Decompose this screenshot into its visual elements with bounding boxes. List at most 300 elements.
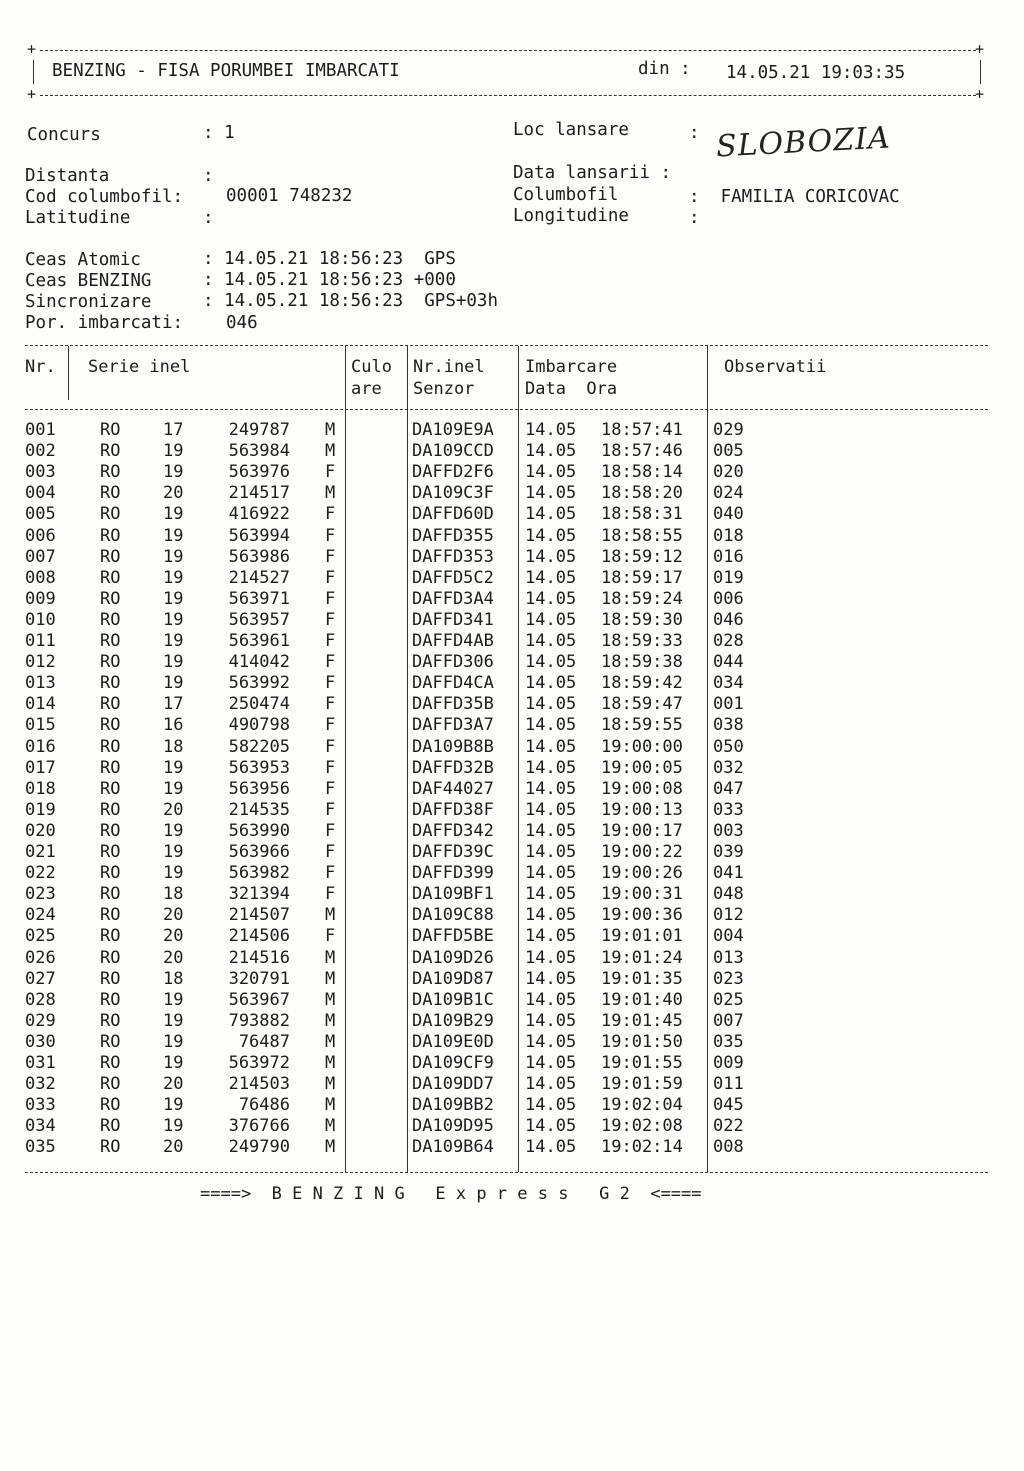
cell-year: 17	[163, 694, 184, 715]
cell-country: RO	[100, 799, 121, 820]
cell-ring: 414042	[228, 652, 290, 673]
cell-sensor: DAFFD399	[412, 863, 494, 884]
cell-country: RO	[100, 736, 121, 757]
cell-time: 19:00:08	[601, 778, 683, 799]
cell-ring: 563966	[228, 842, 290, 862]
table-row	[0, 526, 1024, 547]
cell-country: RO	[100, 778, 121, 799]
cell-nr: 008	[25, 567, 56, 588]
cell-observatii: 018	[713, 525, 744, 546]
cell-sensor: DA109BB2	[412, 1095, 494, 1116]
cell-date: 14.05	[525, 504, 577, 525]
table-row	[0, 462, 1024, 483]
cell-sex: M	[325, 1031, 336, 1052]
header-culoare-2: are	[351, 379, 382, 399]
cell-year: 20	[163, 1137, 184, 1158]
cell-year: 16	[163, 715, 184, 736]
cell-time: 19:02:08	[601, 1116, 683, 1137]
cell-sex: M	[325, 483, 336, 504]
cell-ring: 214517	[228, 483, 290, 504]
cell-time: 19:00:36	[601, 905, 683, 926]
cell-sex: F	[325, 926, 336, 947]
cell-observatii: 016	[713, 546, 744, 567]
cell-sensor: DA109BF1	[412, 884, 494, 905]
table-row	[0, 1074, 1024, 1095]
table-row	[0, 715, 1024, 736]
cell-year: 19	[163, 673, 184, 694]
cell-sensor: DA109D95	[412, 1116, 494, 1137]
table-row	[0, 842, 1024, 863]
cell-year: 19	[163, 778, 184, 799]
table-row	[0, 483, 1024, 504]
table-row	[0, 610, 1024, 631]
cell-country: RO	[100, 567, 121, 588]
cell-date: 14.05	[525, 715, 577, 736]
cell-year: 20	[163, 799, 184, 820]
cell-ring: 563986	[228, 546, 290, 567]
cell-observatii: 009	[713, 1053, 744, 1073]
cell-nr: 014	[25, 694, 56, 715]
cell-date: 14.05	[525, 631, 577, 651]
cell-observatii: 040	[713, 504, 744, 525]
cell-year: 17	[163, 420, 184, 440]
cell-nr: 004	[25, 483, 56, 504]
table-row	[0, 1011, 1024, 1032]
cell-sex: M	[325, 1074, 336, 1095]
table-row	[0, 420, 1024, 441]
table-row	[0, 863, 1024, 884]
cell-sensor: DA109B29	[412, 1010, 494, 1031]
cell-sex: F	[325, 504, 336, 525]
cell-nr: 020	[25, 820, 56, 841]
cell-nr: 026	[25, 947, 56, 968]
cell-country: RO	[100, 1137, 121, 1158]
cell-observatii: 025	[713, 989, 744, 1010]
col-sep-nr	[68, 346, 69, 400]
cell-ring: 320791	[228, 968, 290, 989]
cell-date: 14.05	[525, 588, 577, 609]
cell-date: 14.05	[525, 736, 577, 757]
table-row	[0, 441, 1024, 462]
cell-ring: 76487	[238, 1031, 290, 1052]
cell-country: RO	[100, 1074, 121, 1095]
cell-country: RO	[100, 609, 121, 630]
cell-year: 19	[163, 1031, 184, 1052]
ceas-benzing-label: Ceas BENZING	[25, 271, 152, 291]
cell-sex: F	[325, 525, 336, 546]
cell-date: 14.05	[525, 462, 577, 483]
cell-nr: 029	[25, 1010, 56, 1031]
cell-date: 14.05	[525, 546, 577, 567]
cell-nr: 033	[25, 1095, 56, 1116]
cell-nr: 003	[25, 462, 56, 483]
header-nr: Nr.	[25, 357, 56, 377]
cell-nr: 007	[25, 546, 56, 567]
cell-observatii: 033	[713, 799, 744, 820]
cell-sex: F	[325, 652, 336, 673]
cell-country: RO	[100, 588, 121, 609]
cell-sensor: DA109E9A	[412, 420, 494, 440]
cell-ring: 563957	[228, 609, 290, 630]
cell-sensor: DAFFD5C2	[412, 567, 494, 588]
cell-sex: F	[325, 609, 336, 630]
cell-year: 20	[163, 905, 184, 926]
cell-observatii: 007	[713, 1010, 744, 1031]
cell-sex: M	[325, 905, 336, 926]
table-row	[0, 504, 1024, 525]
sincronizare-value: : 14.05.21 18:56:23 GPS+03h	[203, 291, 499, 311]
cell-date: 14.05	[525, 926, 577, 947]
cell-year: 19	[163, 652, 184, 673]
table-row	[0, 568, 1024, 589]
cell-nr: 009	[25, 588, 56, 609]
cell-sensor: DA109CCD	[412, 441, 494, 462]
distanta-label: Distanta	[25, 166, 110, 186]
title-box-corner-tl: +	[27, 40, 37, 58]
cell-time: 19:01:40	[601, 989, 683, 1010]
cell-sensor: DAF44027	[412, 778, 494, 799]
ceas-atomic-label: Ceas Atomic	[25, 250, 141, 270]
data-lansarii-label: Data lansarii :	[513, 163, 672, 183]
latitudine-sep: :	[203, 208, 214, 228]
cell-date: 14.05	[525, 1095, 577, 1116]
cell-nr: 022	[25, 863, 56, 884]
cell-sex: F	[325, 588, 336, 609]
cell-sex: M	[325, 989, 336, 1010]
cell-country: RO	[100, 673, 121, 694]
header-serie-inel: Serie inel	[88, 357, 191, 377]
cell-sensor: DA109E0D	[412, 1031, 494, 1052]
cell-sex: M	[325, 1116, 336, 1137]
footer-banner: ====> B E N Z I N G E x p r e s s G 2 <====	[200, 1184, 702, 1204]
table-row	[0, 990, 1024, 1011]
latitudine-label: Latitudine	[25, 208, 131, 228]
cell-country: RO	[100, 989, 121, 1010]
cell-country: RO	[100, 462, 121, 483]
title-box-right-border	[980, 60, 981, 84]
cell-time: 19:01:35	[601, 968, 683, 989]
cell-sex: M	[325, 1095, 336, 1116]
cell-observatii: 001	[713, 694, 744, 715]
cell-nr: 031	[25, 1053, 56, 1073]
cell-ring: 563976	[228, 462, 290, 483]
cell-sex: M	[325, 1053, 336, 1073]
cell-sex: M	[325, 441, 336, 462]
cell-ring: 582205	[228, 736, 290, 757]
document-title: BENZING - FISA PORUMBEI IMBARCATI	[52, 61, 400, 81]
table-row	[0, 1137, 1024, 1158]
table-row	[0, 758, 1024, 779]
header-senzor: Senzor	[413, 379, 475, 399]
cell-observatii: 023	[713, 968, 744, 989]
cell-sensor: DAFFD341	[412, 609, 494, 630]
cell-time: 18:59:42	[601, 673, 683, 694]
cell-time: 19:01:24	[601, 947, 683, 968]
cell-observatii: 035	[713, 1031, 744, 1052]
table-row	[0, 694, 1024, 715]
cell-country: RO	[100, 947, 121, 968]
cell-sensor: DAFFD60D	[412, 504, 494, 525]
cell-sensor: DA109C88	[412, 905, 494, 926]
cell-sex: F	[325, 567, 336, 588]
columbofil-label: Columbofil	[513, 185, 619, 205]
cell-sex: M	[325, 1010, 336, 1031]
cell-date: 14.05	[525, 842, 577, 862]
cell-sensor: DAFFD39C	[412, 842, 494, 862]
cell-ring: 490798	[228, 715, 290, 736]
cell-date: 14.05	[525, 525, 577, 546]
cell-ring: 563972	[228, 1053, 290, 1073]
cell-observatii: 029	[713, 420, 744, 440]
cell-year: 19	[163, 525, 184, 546]
cell-sensor: DA109C3F	[412, 483, 494, 504]
cell-year: 19	[163, 441, 184, 462]
longitudine-sep: :	[689, 208, 700, 228]
cell-observatii: 020	[713, 462, 744, 483]
cell-time: 18:59:47	[601, 694, 683, 715]
cell-nr: 015	[25, 715, 56, 736]
header-nr-inel: Nr.inel	[413, 357, 485, 377]
table-row	[0, 547, 1024, 568]
cell-sensor: DA109CF9	[412, 1053, 494, 1073]
cell-sensor: DAFFD3A4	[412, 588, 494, 609]
cell-country: RO	[100, 631, 121, 651]
cell-sex: F	[325, 778, 336, 799]
cell-time: 18:58:14	[601, 462, 683, 483]
por-imbarcati-label: Por. imbarcati:	[25, 313, 184, 333]
table-row	[0, 821, 1024, 842]
cell-nr: 012	[25, 652, 56, 673]
cell-date: 14.05	[525, 905, 577, 926]
cell-date: 14.05	[525, 1031, 577, 1052]
cell-sensor: DAFFD342	[412, 820, 494, 841]
cell-time: 18:59:33	[601, 631, 683, 651]
cell-date: 14.05	[525, 757, 577, 778]
cell-sensor: DA109B64	[412, 1137, 494, 1158]
cell-time: 19:00:31	[601, 884, 683, 905]
table-bottom-border	[25, 1172, 988, 1173]
cell-nr: 001	[25, 420, 56, 440]
cell-time: 18:57:41	[601, 420, 683, 440]
cell-date: 14.05	[525, 673, 577, 694]
loc-lansare-sep: :	[689, 123, 700, 143]
cell-observatii: 032	[713, 757, 744, 778]
cell-observatii: 047	[713, 778, 744, 799]
cell-sex: F	[325, 715, 336, 736]
cell-time: 18:58:20	[601, 483, 683, 504]
title-box-left-border	[33, 60, 34, 84]
cell-observatii: 013	[713, 947, 744, 968]
cell-country: RO	[100, 1010, 121, 1031]
header-observatii: Observatii	[724, 357, 827, 377]
cell-sex: F	[325, 820, 336, 841]
ceas-atomic-value: : 14.05.21 18:56:23 GPS	[203, 249, 456, 269]
cell-country: RO	[100, 652, 121, 673]
cell-year: 19	[163, 842, 184, 862]
cell-date: 14.05	[525, 778, 577, 799]
cell-date: 14.05	[525, 989, 577, 1010]
table-row	[0, 969, 1024, 990]
cell-observatii: 004	[713, 926, 744, 947]
cell-time: 18:58:55	[601, 525, 683, 546]
cell-date: 14.05	[525, 820, 577, 841]
cell-observatii: 019	[713, 567, 744, 588]
cell-date: 14.05	[525, 968, 577, 989]
cell-sensor: DAFFD32B	[412, 757, 494, 778]
loc-lansare-handwritten: SLOBOZIA	[715, 120, 892, 165]
cell-country: RO	[100, 441, 121, 462]
cell-sex: F	[325, 694, 336, 715]
cell-year: 19	[163, 567, 184, 588]
cell-nr: 010	[25, 609, 56, 630]
cell-ring: 563982	[228, 863, 290, 884]
cell-sex: M	[325, 968, 336, 989]
cell-sensor: DAFFD35B	[412, 694, 494, 715]
cell-year: 20	[163, 1074, 184, 1095]
table-row	[0, 652, 1024, 673]
cell-nr: 025	[25, 926, 56, 947]
longitudine-label: Longitudine	[513, 206, 629, 226]
cell-country: RO	[100, 715, 121, 736]
cell-ring: 416922	[228, 504, 290, 525]
title-box-corner-tr: +	[975, 40, 985, 58]
cell-observatii: 041	[713, 863, 744, 884]
cell-year: 19	[163, 1053, 184, 1073]
cell-year: 19	[163, 1116, 184, 1137]
cell-ring: 249787	[228, 420, 290, 440]
cell-observatii: 044	[713, 652, 744, 673]
cell-sensor: DA109D26	[412, 947, 494, 968]
cell-ring: 376766	[228, 1116, 290, 1137]
cell-date: 14.05	[525, 483, 577, 504]
cell-observatii: 034	[713, 673, 744, 694]
cell-sensor: DAFFD4CA	[412, 673, 494, 694]
concurs-value: : 1	[203, 123, 235, 143]
cell-year: 20	[163, 947, 184, 968]
cell-sex: M	[325, 420, 336, 440]
cell-sex: F	[325, 462, 336, 483]
cell-time: 19:01:45	[601, 1010, 683, 1031]
cell-country: RO	[100, 863, 121, 884]
cell-time: 19:00:22	[601, 842, 683, 862]
sincronizare-label: Sincronizare	[25, 292, 152, 312]
cell-observatii: 039	[713, 842, 744, 862]
cell-sex: F	[325, 546, 336, 567]
cell-time: 18:59:17	[601, 567, 683, 588]
cell-sex: M	[325, 1137, 336, 1158]
cell-nr: 019	[25, 799, 56, 820]
cell-date: 14.05	[525, 1074, 577, 1095]
cell-nr: 006	[25, 525, 56, 546]
cell-nr: 032	[25, 1074, 56, 1095]
cell-date: 14.05	[525, 441, 577, 462]
cell-time: 19:02:14	[601, 1137, 683, 1158]
cell-time: 18:57:46	[601, 441, 683, 462]
cell-nr: 030	[25, 1031, 56, 1052]
cod-columbofil-label: Cod columbofil:	[25, 187, 184, 207]
cell-year: 18	[163, 736, 184, 757]
cell-nr: 027	[25, 968, 56, 989]
cell-ring: 214516	[228, 947, 290, 968]
cell-observatii: 003	[713, 820, 744, 841]
cell-time: 18:59:12	[601, 546, 683, 567]
table-top-border	[25, 345, 988, 346]
header-culoare-1: Culo	[351, 357, 392, 377]
cell-nr: 016	[25, 736, 56, 757]
cell-year: 19	[163, 609, 184, 630]
cell-observatii: 050	[713, 736, 744, 757]
columbofil-value: : FAMILIA CORICOVAC	[689, 187, 900, 207]
cell-country: RO	[100, 546, 121, 567]
cell-nr: 017	[25, 757, 56, 778]
cell-year: 19	[163, 989, 184, 1010]
cell-ring: 214535	[228, 799, 290, 820]
cell-sex: F	[325, 842, 336, 862]
cell-year: 19	[163, 1010, 184, 1031]
cell-time: 18:59:24	[601, 588, 683, 609]
cell-ring: 793882	[228, 1010, 290, 1031]
cell-ring: 563967	[228, 989, 290, 1010]
cell-nr: 005	[25, 504, 56, 525]
cell-time: 19:01:55	[601, 1053, 683, 1073]
cell-time: 19:01:59	[601, 1074, 683, 1095]
table-row	[0, 737, 1024, 758]
cell-country: RO	[100, 504, 121, 525]
cell-observatii: 005	[713, 441, 744, 462]
header-imbarcare: Imbarcare	[525, 357, 618, 377]
cell-nr: 021	[25, 842, 56, 862]
cell-year: 19	[163, 631, 184, 651]
cell-country: RO	[100, 968, 121, 989]
table-row	[0, 1116, 1024, 1137]
cell-ring: 76486	[238, 1095, 290, 1116]
title-box-bottom-border	[40, 95, 976, 96]
cell-time: 18:59:30	[601, 609, 683, 630]
cell-country: RO	[100, 1053, 121, 1073]
cell-date: 14.05	[525, 567, 577, 588]
cell-country: RO	[100, 694, 121, 715]
cell-time: 19:01:50	[601, 1031, 683, 1052]
cell-ring: 214507	[228, 905, 290, 926]
cell-time: 19:01:01	[601, 926, 683, 947]
table-row	[0, 779, 1024, 800]
cell-year: 19	[163, 546, 184, 567]
table-row	[0, 926, 1024, 947]
table-row	[0, 905, 1024, 926]
cell-date: 14.05	[525, 652, 577, 673]
cell-time: 18:58:31	[601, 504, 683, 525]
cell-year: 19	[163, 820, 184, 841]
cell-date: 14.05	[525, 947, 577, 968]
cell-ring: 321394	[228, 884, 290, 905]
table-row	[0, 800, 1024, 821]
cell-date: 14.05	[525, 863, 577, 884]
cell-sex: F	[325, 884, 336, 905]
cell-date: 14.05	[525, 1116, 577, 1137]
cell-country: RO	[100, 525, 121, 546]
table-row	[0, 948, 1024, 969]
cell-ring: 563956	[228, 778, 290, 799]
distanta-sep: :	[203, 166, 214, 186]
cell-nr: 013	[25, 673, 56, 694]
cell-ring: 250474	[228, 694, 290, 715]
cell-year: 19	[163, 462, 184, 483]
cell-sensor: DA109DD7	[412, 1074, 494, 1095]
table-row	[0, 1095, 1024, 1116]
cell-sensor: DAFFD353	[412, 546, 494, 567]
cell-observatii: 048	[713, 884, 744, 905]
cell-sex: F	[325, 799, 336, 820]
